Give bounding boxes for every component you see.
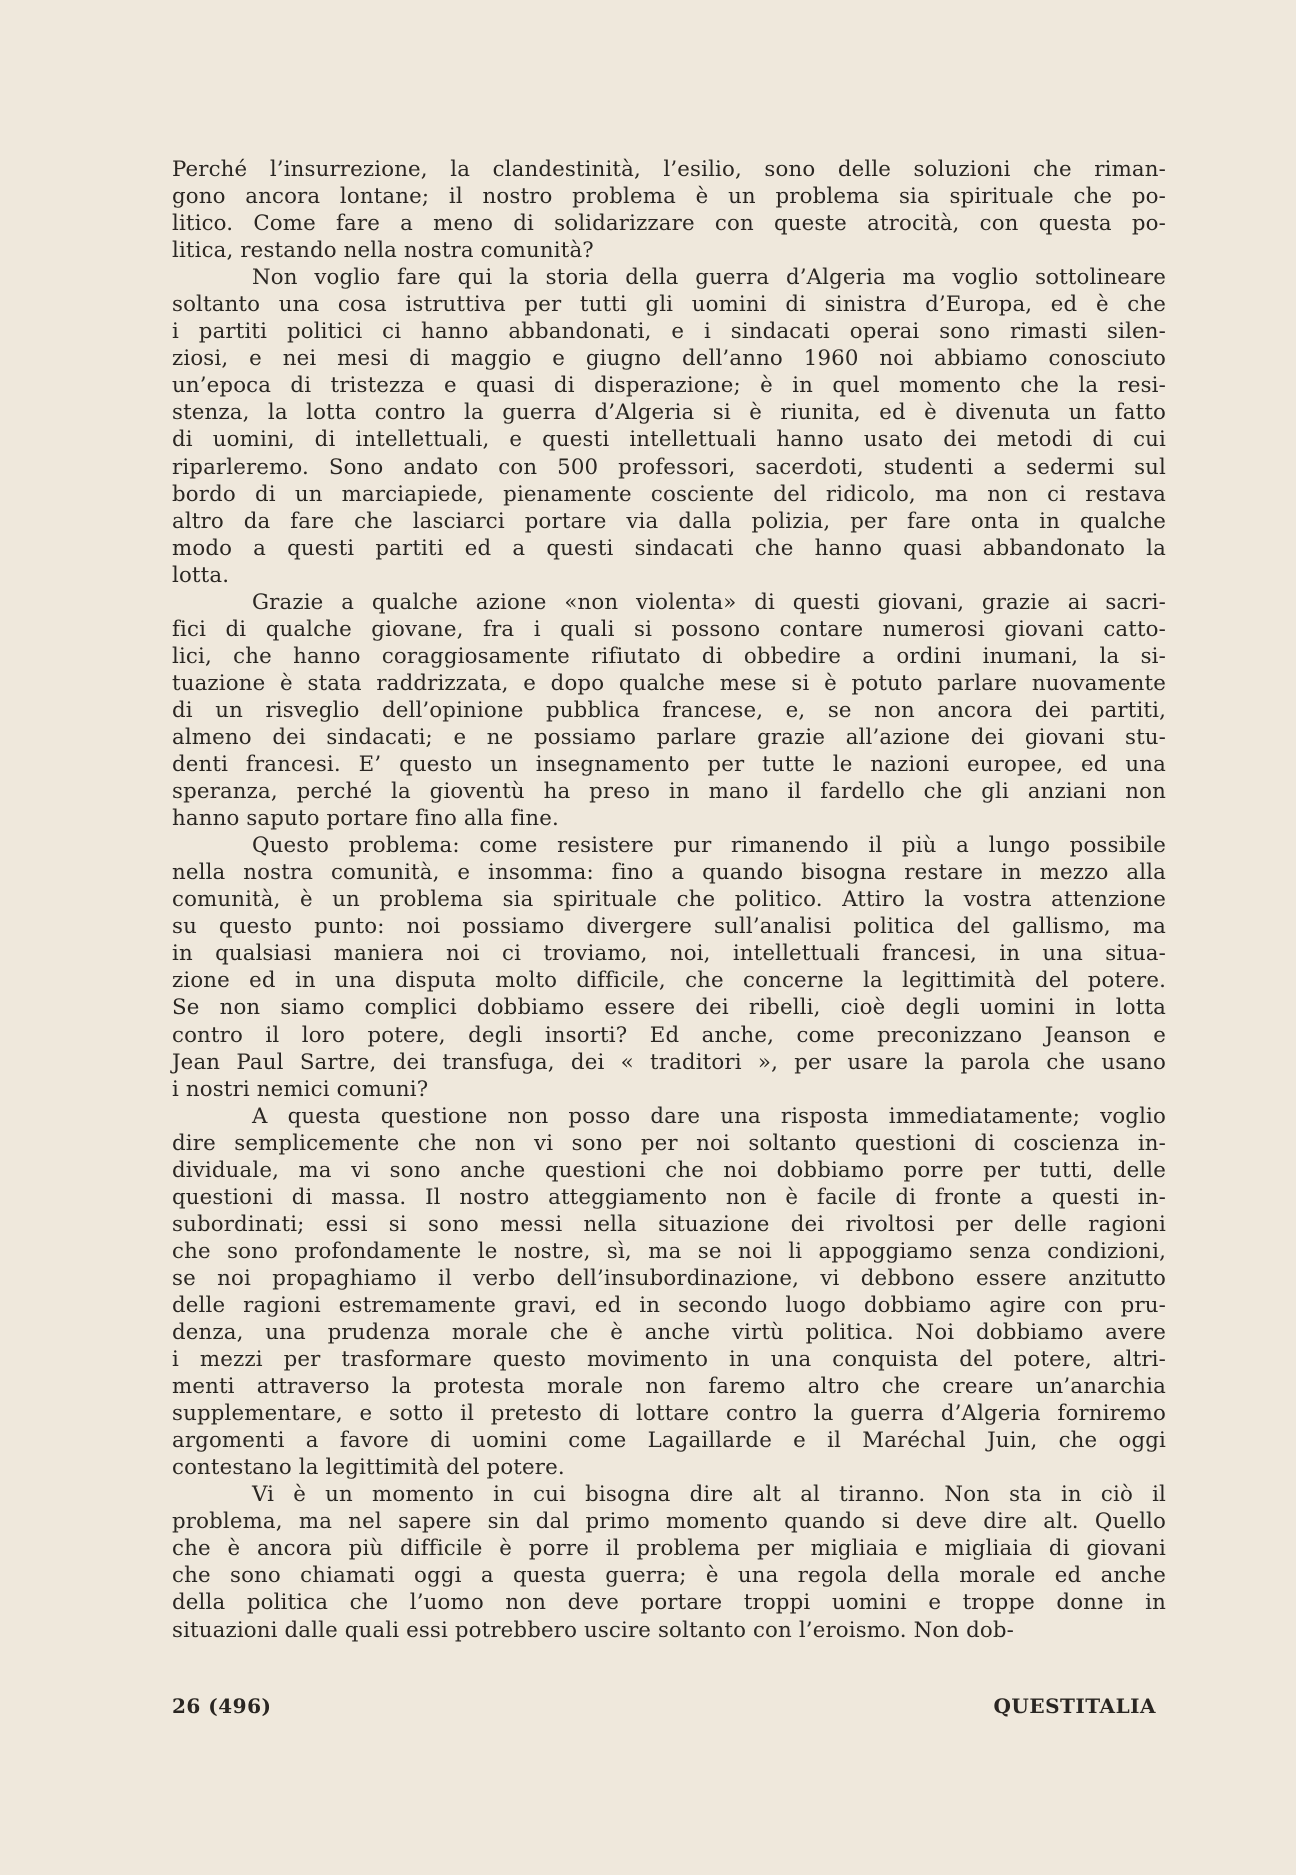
text-line: stenza, la lotta contro la guerra d’Algeria si è riunita, ed è divenuta un fatto bbox=[172, 400, 1166, 426]
text-line: almeno dei sindacati; e ne possiamo parlare grazie all’azione dei giovani stu- bbox=[172, 724, 1166, 750]
text-line: riparleremo. Sono andato con 500 professori, sacerdoti, studenti a sedermi sul bbox=[172, 454, 1166, 480]
paragraph bbox=[172, 1481, 1166, 1643]
text-line: modo a questi partiti ed a questi sindacati che hanno quasi abbandonato la bbox=[172, 535, 1166, 561]
text-line: Jean Paul Sartre, dei transfuga, dei « traditori », per usare la parola che usano bbox=[172, 1049, 1166, 1075]
text-line: zione ed in una disputa molto difficile, che concerne la legittimità del potere. bbox=[172, 968, 1166, 994]
text-line: Vi è un momento in cui bisogna dire alt al tiranno. Non sta in ciò il bbox=[252, 1482, 1166, 1508]
paragraph bbox=[172, 832, 1166, 1102]
text-line: che è ancora più difficile è porre il problema per migliaia e migliaia di giovani bbox=[172, 1536, 1166, 1562]
text-line: nella nostra comunità, e insomma: fino a quando bisogna restare in mezzo alla bbox=[172, 860, 1166, 886]
text-line: hanno saputo portare fino alla fine. bbox=[172, 806, 559, 832]
text-line: contro il loro potere, degli insorti? Ed anche, come preconizzano Jeanson e bbox=[172, 1022, 1166, 1048]
text-line: subordinati; essi si sono messi nella situazione dei rivoltosi per delle ragioni bbox=[172, 1211, 1166, 1237]
text-line: ziosi, e nei mesi di maggio e giugno dell’anno 1960 noi abbiamo conosciuto bbox=[172, 346, 1166, 372]
text-line: della politica che l’uomo non deve portare troppi uomini e troppe donne in bbox=[172, 1590, 1166, 1616]
text-line: di uomini, di intellettuali, e questi intellettuali hanno usato dei metodi di cui bbox=[172, 427, 1166, 453]
text-line: argomenti a favore di uomini come Lagaillarde e il Maréchal Juin, che oggi bbox=[172, 1428, 1166, 1454]
text-line: delle ragioni estremamente gravi, ed in secondo luogo dobbiamo agire con pru- bbox=[172, 1292, 1166, 1318]
text-line: soltanto una cosa istruttiva per tutti gli uomini di sinistra d’Europa, ed è che bbox=[172, 292, 1166, 318]
paragraph bbox=[172, 264, 1166, 589]
text-line: questioni di massa. Il nostro atteggiamento non è facile di fronte a questi in- bbox=[172, 1184, 1166, 1210]
page-number: 26 (496) bbox=[172, 1694, 272, 1718]
text-line: bordo di un marciapiede, pienamente cosciente del ridicolo, ma non ci restava bbox=[172, 481, 1166, 507]
paragraph bbox=[172, 1103, 1166, 1482]
text-line: dividuale, ma vi sono anche questioni che noi dobbiamo porre per tutti, delle bbox=[172, 1157, 1166, 1183]
text-line: tuazione è stata raddrizzata, e dopo qualche mese si è potuto parlare nuovamente bbox=[172, 670, 1166, 696]
text-line: A questa questione non posso dare una risposta immediatamente; voglio bbox=[252, 1103, 1166, 1129]
text-line: su questo punto: noi possiamo divergere sull’analisi politica del gallismo, ma bbox=[172, 914, 1166, 940]
text-line: fici di qualche giovane, fra i quali si possono contare numerosi giovani catto- bbox=[172, 616, 1166, 642]
text-line: di un risveglio dell’opinione pubblica francese, e, se non ancora dei partiti, bbox=[172, 697, 1166, 723]
text-line: Questo problema: come resistere pur rimanendo il più a lungo possibile bbox=[252, 833, 1166, 859]
paragraph bbox=[172, 156, 1166, 264]
article-body bbox=[172, 156, 1166, 1644]
text-line: i mezzi per trasformare questo movimento in una conquista del potere, altri- bbox=[172, 1347, 1166, 1373]
text-line: gono ancora lontane; il nostro problema è un problema sia spirituale che po- bbox=[172, 184, 1166, 210]
text-line: litica, restando nella nostra comunità? bbox=[172, 238, 594, 264]
text-line: denti francesi. E’ questo un insegnamento per tutte le nazioni europee, ed una bbox=[172, 752, 1166, 778]
text-line: i nostri nemici comuni? bbox=[172, 1076, 429, 1102]
text-line: Grazie a qualche azione «non violenta» di questi giovani, grazie ai sacri- bbox=[252, 589, 1166, 615]
text-line: contestano la legittimità del potere. bbox=[172, 1455, 565, 1481]
text-line: speranza, perché la gioventù ha preso in mano il fardello che gli anziani non bbox=[172, 779, 1166, 805]
text-line: Non voglio fare qui la storia della guerra d’Algeria ma voglio sottolineare bbox=[252, 265, 1166, 291]
text-line: i partiti politici ci hanno abbandonati, e i sindacati operai sono rimasti silen- bbox=[172, 319, 1166, 345]
text-line: denza, una prudenza morale che è anche virtù politica. Noi dobbiamo avere bbox=[172, 1320, 1166, 1346]
text-line: che sono profondamente le nostre, sì, ma se noi li appoggiamo senza condizioni, bbox=[172, 1238, 1166, 1264]
publication-name: QUESTITALIA bbox=[993, 1694, 1156, 1718]
text-line: litico. Come fare a meno di solidarizzare con queste atrocità, con questa po- bbox=[172, 211, 1166, 237]
text-line: che sono chiamati oggi a questa guerra; è una regola della morale ed anche bbox=[172, 1563, 1166, 1589]
text-line: menti attraverso la protesta morale non faremo altro che creare un’anarchia bbox=[172, 1374, 1166, 1400]
text-line: Se non siamo complici dobbiamo essere dei ribelli, cioè degli uomini in lotta bbox=[172, 995, 1166, 1021]
text-line: in qualsiasi maniera noi ci troviamo, noi, intellettuali francesi, in una situa- bbox=[172, 941, 1166, 967]
text-line: dire semplicemente che non vi sono per noi soltanto questioni di coscienza in- bbox=[172, 1130, 1166, 1156]
text-line: altro da fare che lasciarci portare via dalla polizia, per fare onta in qualche bbox=[172, 508, 1166, 534]
text-line: supplementare, e sotto il pretesto di lottare contro la guerra d’Algeria forniremo bbox=[172, 1401, 1166, 1427]
text-line: comunità, è un problema sia spirituale che politico. Attiro la vostra attenzione bbox=[172, 887, 1166, 913]
text-line: situazioni dalle quali essi potrebbero uscire soltanto con l’eroismo. Non dob- bbox=[172, 1617, 1014, 1643]
text-line: un’epoca di tristezza e quasi di disperazione; è in quel momento che la resi- bbox=[172, 373, 1166, 399]
text-line: lotta. bbox=[172, 562, 230, 588]
text-line: lici, che hanno coraggiosamente rifiutato di obbedire a ordini inumani, la si- bbox=[172, 643, 1166, 669]
text-line: Perché l’insurrezione, la clandestinità, l’esilio, sono delle soluzioni che riman- bbox=[172, 157, 1166, 182]
paragraph bbox=[172, 589, 1166, 832]
text-line: se noi propaghiamo il verbo dell’insubordinazione, vi debbono essere anzitutto bbox=[172, 1265, 1166, 1291]
text-line: problema, ma nel sapere sin dal primo momento quando si deve dire alt. Quello bbox=[172, 1509, 1166, 1535]
